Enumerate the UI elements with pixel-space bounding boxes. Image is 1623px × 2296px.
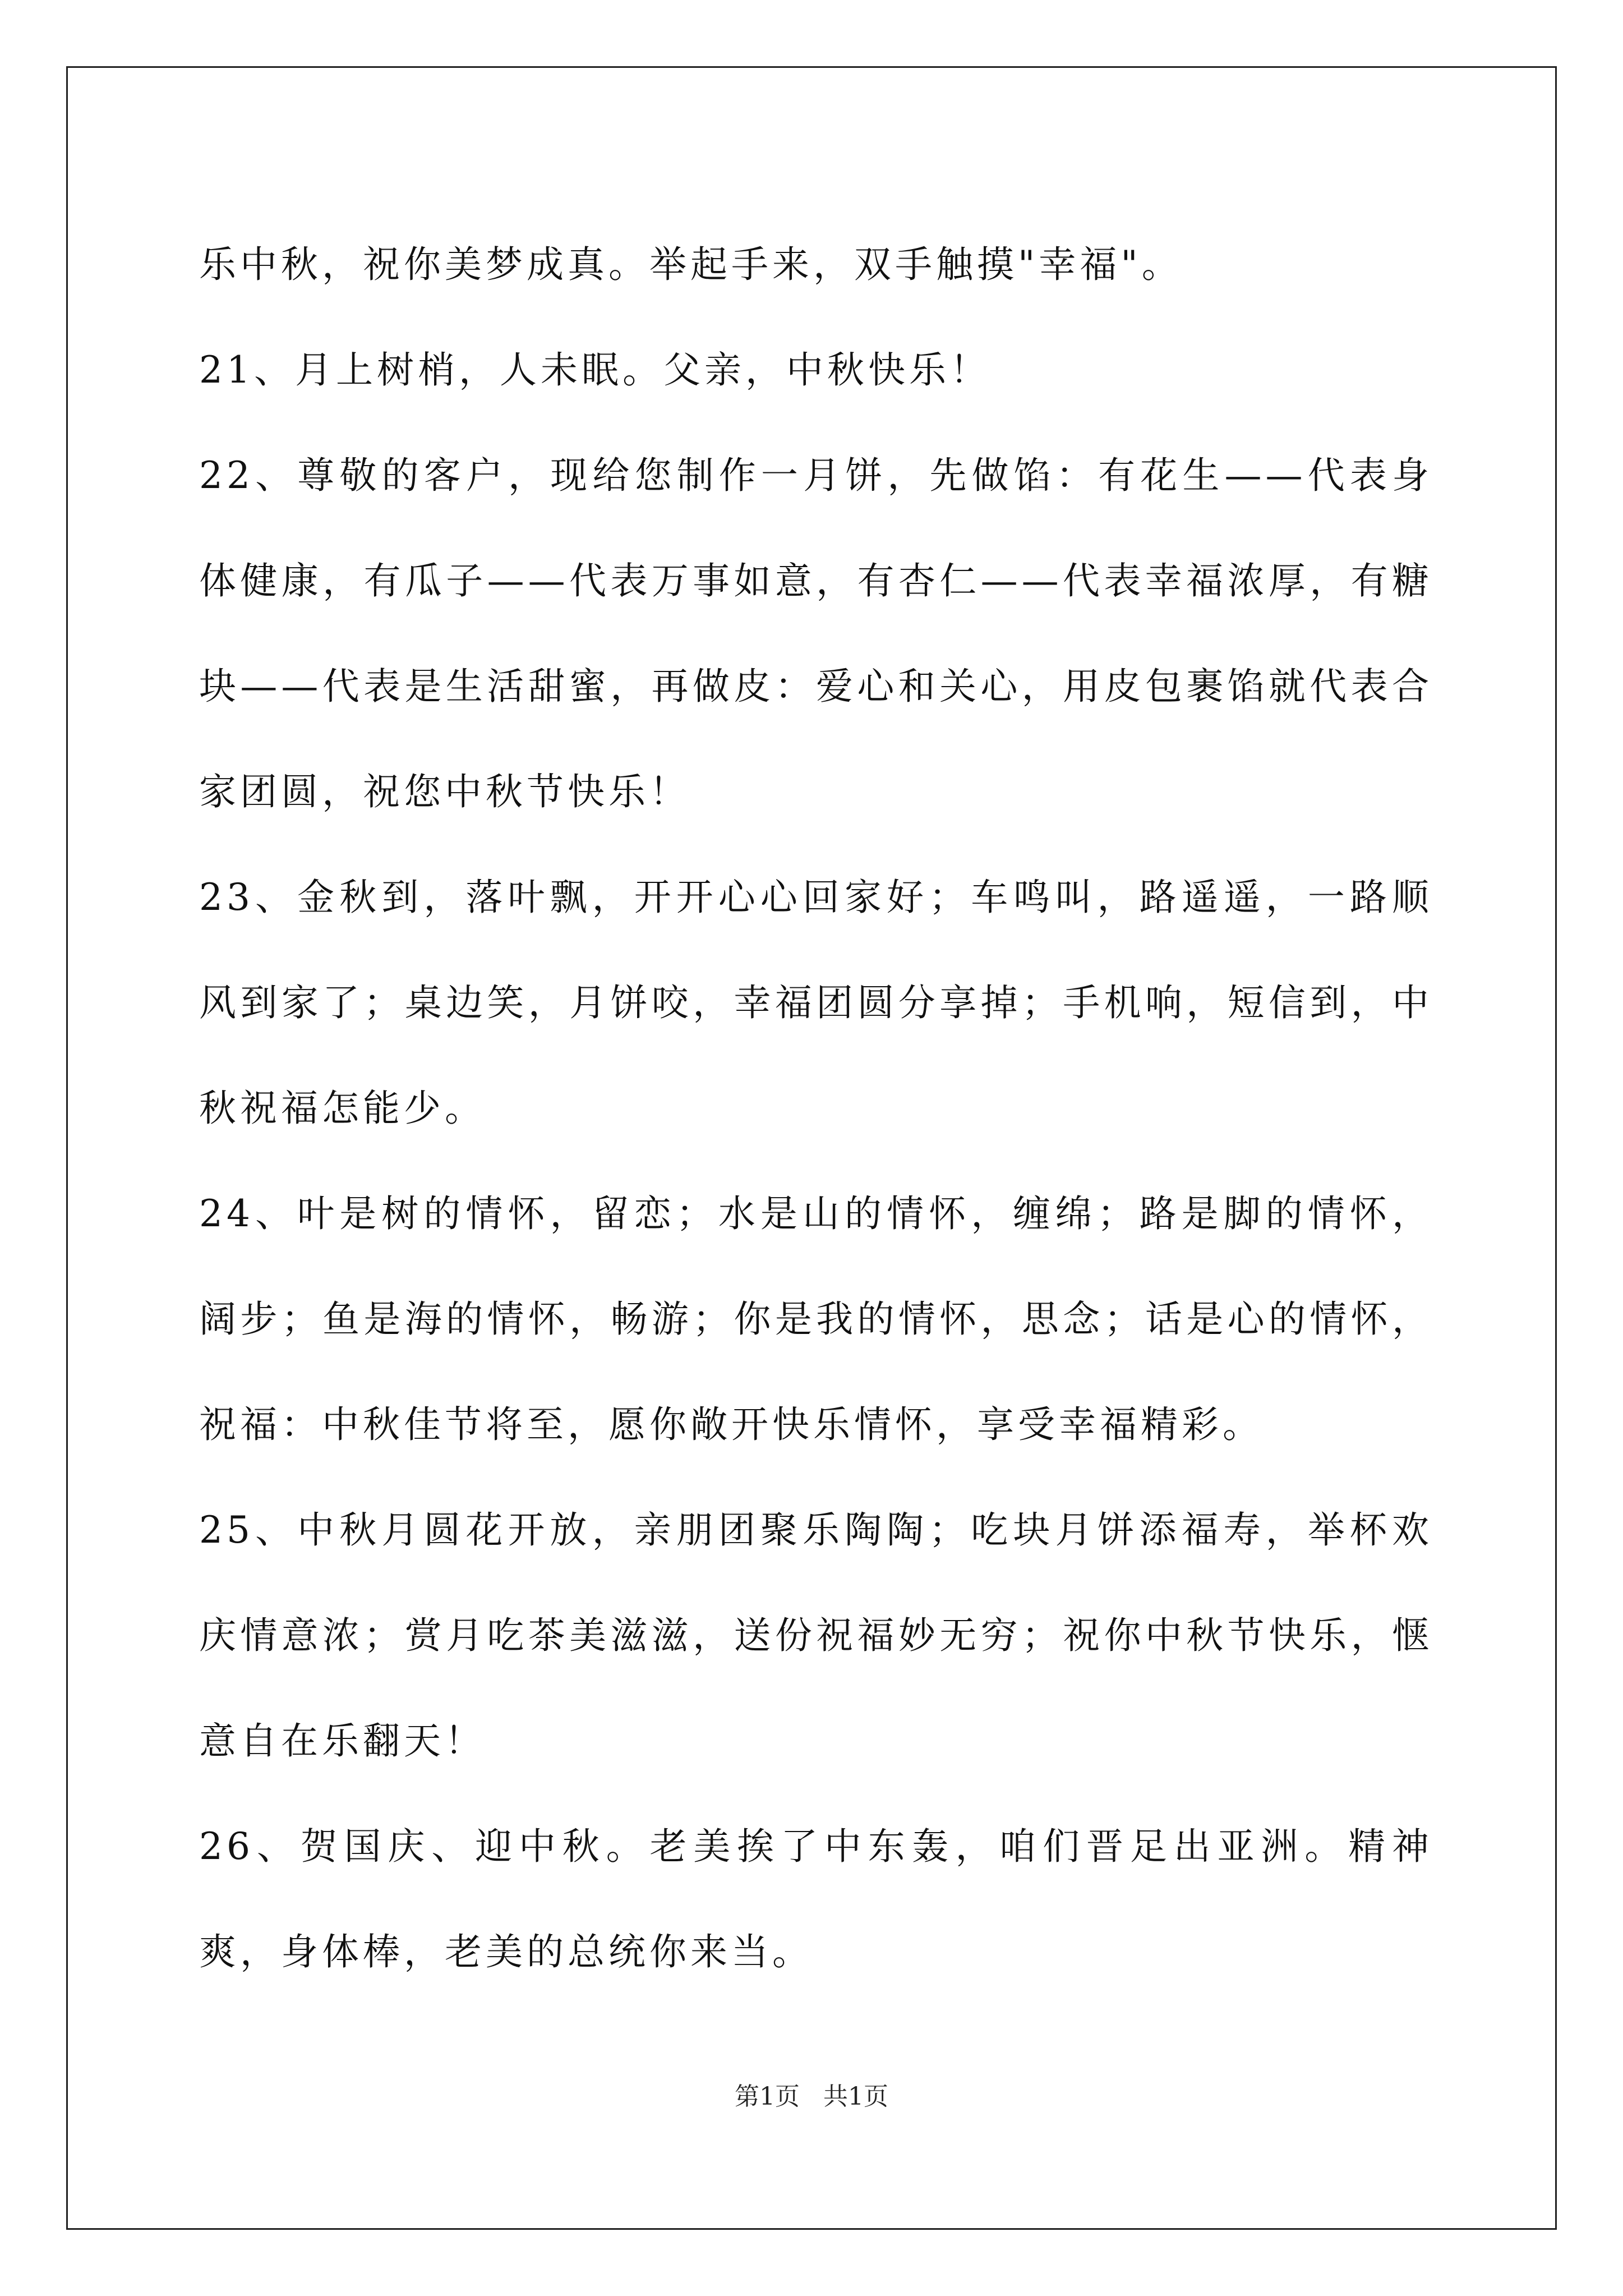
paragraph-item-25: 25、中秋月圆花开放，亲朋团聚乐陶陶；吃块月饼添福寿，举杯欢庆情意浓；赏月吃茶美滋滋，送份祝福妙无穷；祝你中秋节快乐，惬意自在乐翻天！ (199, 1508, 1433, 1763)
paragraph-item-21: 21、月上树梢，人未眠。父亲，中秋快乐！ (199, 348, 991, 392)
page-total: 共1页 (823, 2082, 888, 2111)
page-number: 第1页 (735, 2082, 800, 2111)
paragraph-item-22: 22、尊敬的客户，现给您制作一月饼，先做馅：有花生——代表身体健康，有瓜子——代表万事如意，有杏仁——代表幸福浓厚，有糖块——代表是生活甜蜜，再做皮：爱心和关心，用皮包裹馅就代表合家团圆，祝您中秋节快乐！ (199, 454, 1433, 813)
paragraph-continuation: 乐中秋，祝你美梦成真。举起手来，双手触摸"幸福"。 (199, 243, 1183, 286)
paragraph-item-24: 24、叶是树的情怀，留恋；水是山的情怀，缠绵；路是脚的情怀，阔步；鱼是海的情怀，畅游；你是我的情怀，思念；话是心的情怀，祝福：中秋佳节将至，愿你敞开快乐情怀，享受幸福精彩。 (199, 1192, 1433, 1446)
document-body (199, 212, 1433, 2005)
paragraph-item-26: 26、贺国庆、迎中秋。老美挨了中东轰，咱们晋足出亚洲。精神爽，身体棒，老美的总统你来当。 (199, 1825, 1433, 1973)
footer-gap (800, 2082, 823, 2111)
page-footer (0, 2080, 1623, 2114)
paragraph-item-23: 23、金秋到，落叶飘，开开心心回家好；车鸣叫，路遥遥，一路顺风到家了；桌边笑，月饼咬，幸福团圆分享掉；手机响，短信到，中秋祝福怎能少。 (199, 876, 1433, 1130)
